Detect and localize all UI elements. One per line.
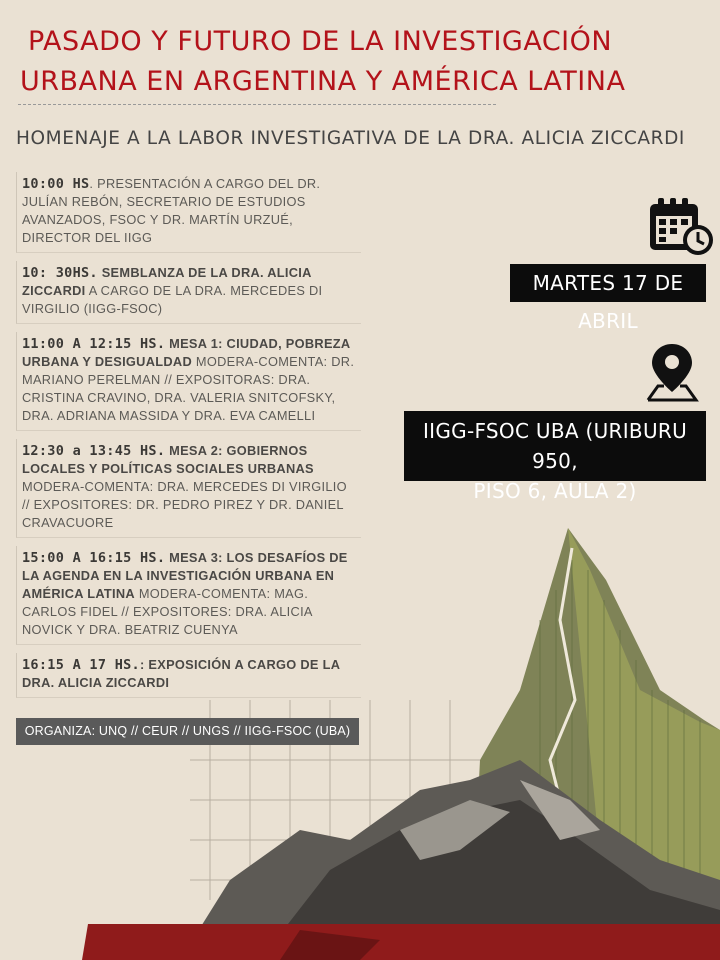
entry-text: . PRESENTACIÓN A CARGO DEL DR. JULÍAN REBÓN, SECRETARIO DE ESTUDIOS AVANZADOS, FSOC Y DR. MARTÍN URZUÉ, DIRECTOR DEL IIGG xyxy=(22,176,321,245)
program-entry xyxy=(16,653,361,698)
entry-title: MESA 2: GOBIERNOS LOCALES Y POLÍTICAS SOCIALES URBANAS xyxy=(22,443,314,476)
program-entry xyxy=(16,332,361,431)
event-title-line-1: PASADO Y FUTURO DE LA INVESTIGACIÓN xyxy=(28,26,613,57)
event-date: MARTES 17 DE ABRIL xyxy=(510,264,706,302)
program-entry xyxy=(16,439,361,538)
venue-line-1: IIGG-FSOC UBA (URIBURU 950, xyxy=(422,419,688,473)
calendar-clock-icon xyxy=(648,196,716,258)
entry-title: MESA 1: CIUDAD, POBREZA URBANA Y DESIGUALDAD xyxy=(22,336,350,369)
map-pin-icon xyxy=(644,342,700,402)
entry-time: 10: 30HS. xyxy=(22,265,98,281)
event-venue xyxy=(404,411,706,503)
entry-time: 16:15 A 17 HS. xyxy=(22,657,140,673)
program-entry xyxy=(16,172,361,253)
event-title-line-2: URBANA EN ARGENTINA Y AMÉRICA LATINA xyxy=(20,66,626,97)
entry-title: MESA 3: LOS DESAFÍOS DE LA AGENDA EN LA INVESTIGACIÓN URBANA EN AMÉRICA LATINA xyxy=(22,550,348,601)
entry-title: SEMBLANZA DE LA DRA. ALICIA ZICCARDI xyxy=(22,265,312,298)
entry-time: 15:00 A 16:15 HS. xyxy=(22,550,166,566)
entry-time: 11:00 A 12:15 HS. xyxy=(22,336,166,352)
organizers-bar: ORGANIZA: UNQ // CEUR // UNGS // IIGG-FSOC (UBA) xyxy=(16,718,359,745)
event-subtitle: HOMENAJE A LA LABOR INVESTIGATIVA DE LA DRA. ALICIA ZICCARDI xyxy=(16,128,685,149)
title-divider xyxy=(18,104,496,105)
program-schedule xyxy=(16,172,361,706)
program-entry xyxy=(16,546,361,645)
program-entry xyxy=(16,261,361,324)
entry-title: : EXPOSICIÓN A CARGO DE LA DRA. ALICIA ZICCARDI xyxy=(22,657,340,690)
entry-text: MODERA-COMENTA: MAG. CARLOS FIDEL // EXPOSITORES: DRA. ALICIA NOVICK Y DRA. BEATRIZ CUENYA xyxy=(22,586,313,637)
entry-text: MODERA-COMENTA: DR. MARIANO PERELMAN // EXPOSITORAS: DRA. CRISTINA CRAVINO, DRA. VALERIA SNITCOFSKY, DRA. ADRIANA MASSIDA Y DRA. EVA CAMELLI xyxy=(22,354,355,423)
entry-time: 12:30 a 13:45 HS. xyxy=(22,443,166,459)
venue-line-2: PISO 6, AULA 2) xyxy=(473,479,637,503)
entry-time: 10:00 HS xyxy=(22,176,90,192)
entry-text: A CARGO DE LA DRA. MERCEDES DI VIRGILIO (IIGG-FSOC) xyxy=(22,283,323,316)
entry-text: MODERA-COMENTA: DRA. MERCEDES DI VIRGILIO // EXPOSITORES: DR. PEDRO PIREZ Y DR. DANIEL CRAVACUORE xyxy=(22,479,347,530)
